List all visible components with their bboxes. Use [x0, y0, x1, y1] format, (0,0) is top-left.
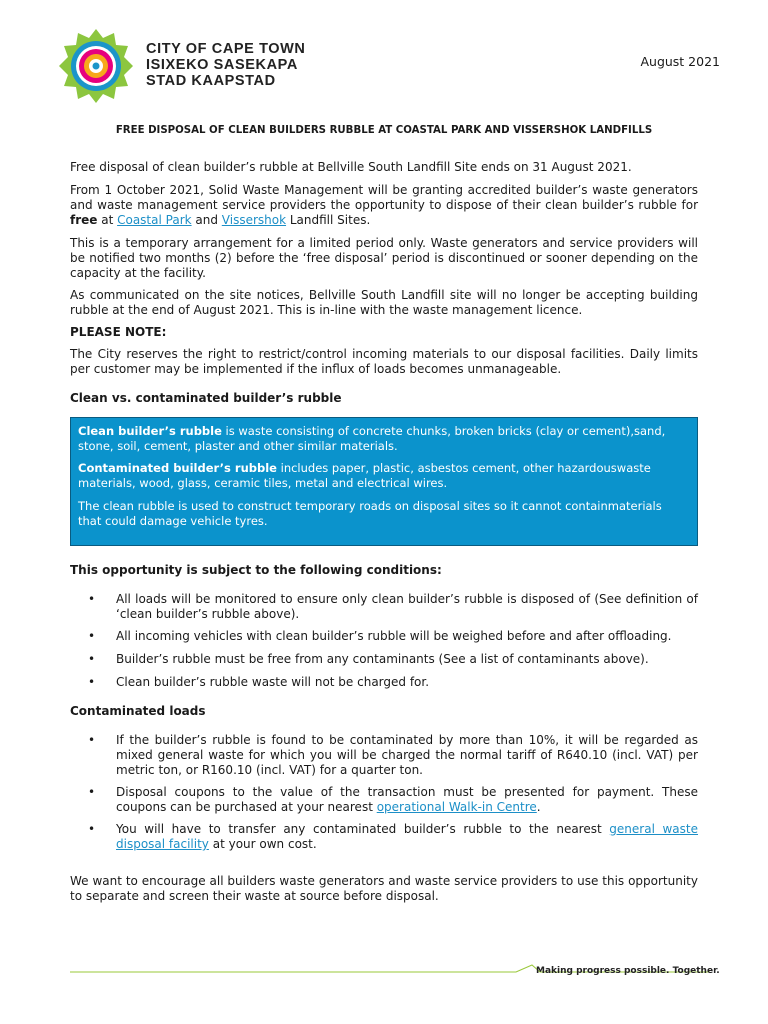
clean-rubble-definition [78, 424, 678, 453]
please-note-heading: PLEASE NOTE: [70, 325, 167, 339]
rubble-definition-box [70, 417, 698, 546]
general-waste-facility-link[interactable]: general waste disposal facility [116, 822, 699, 851]
coupon-text-end: . [536, 800, 541, 814]
logo-line-xhosa: ISIXEKO SASEKAPA [146, 57, 298, 73]
contaminated-rubble-definition [78, 461, 678, 490]
condition-text: All incoming vehicles with clean builder’s rubble will be weighed before and after offloading. [116, 629, 672, 643]
intro-p2-text: From 1 October 2021, Solid Waste Management will be granting accredited builder’s waste generators and waste management service providers the opportunity to dispose of their clean builder’s rubble for [70, 183, 698, 212]
condition-text: All loads will be monitored to ensure only clean builder’s rubble is disposed of (See definition of ‘clean builder’s rubble above). [116, 592, 698, 621]
clean-rubble-term: Clean builder’s rubble [78, 424, 222, 438]
logo-line-english: CITY OF CAPE TOWN [146, 41, 306, 57]
bullet-icon: • [88, 675, 96, 689]
logo-line-afrikaans: STAD KAAPSTAD [146, 73, 276, 89]
intro-paragraph-4: As communicated on the site notices, Bellville South Landfill site will no longer be accepting building rubble at the end of August 2021. This is in-line with the waste management licence. [70, 288, 698, 317]
condition-text: Clean builder’s rubble waste will not be charged for. [116, 675, 430, 689]
bullet-icon: • [88, 733, 96, 747]
intro-p2-bold: free [70, 213, 98, 227]
transfer-text: You will have to transfer any contaminated builder’s rubble to the nearest [116, 822, 610, 836]
city-logo-icon [58, 28, 134, 104]
contaminated-rubble-def: includes paper, plastic, asbestos cement, other hazardouswaste materials, wood, glass, ceramic tiles, metal and electrical wires. [78, 461, 651, 490]
document-date: August 2021 [640, 54, 720, 69]
please-note-text: The City reserves the right to restrict/control incoming materials to our disposal facilities. Daily limits per customer may be implemented if the influx of loads becomes unmanageable. [70, 347, 698, 376]
transfer-text-end: at your own cost. [208, 837, 317, 851]
bullet-icon: • [88, 785, 96, 799]
clean-rubble-def: is waste consisting of concrete chunks, broken bricks (clay or cement),sand, stone, soil, cement, plaster and other similar materials. [78, 424, 666, 453]
footer-tagline: Making progress possible. Together. [536, 966, 720, 976]
contaminated-text: If the builder’s rubble is found to be contaminated by more than 10%, it will be regarded as mixed general waste for which you will be charged the normal tariff of R640.10 (incl. VAT) per metric ton, or R160.10 (incl. VAT) for a quarter ton. [116, 733, 698, 777]
clean-rubble-use-note: The clean rubble is used to construct temporary roads on disposal sites so it cannot containmaterials that could damage vehicle tyres. [78, 499, 662, 528]
walk-in-centre-link[interactable]: operational Walk-in Centre [376, 800, 537, 814]
condition-text: Builder’s rubble must be free from any contaminants (See a list of contaminants above). [116, 652, 649, 666]
coastal-park-link[interactable]: Coastal Park [117, 213, 192, 227]
contaminated-text [116, 785, 698, 815]
bullet-icon: • [88, 822, 96, 836]
intro-paragraph-3: This is a temporary arrangement for a limited period only. Waste generators and service providers will be notified two months (2) before the ‘free disposal’ period is discontinued or sooner depending on the capacity at the facility. [70, 236, 698, 280]
closing-paragraph: We want to encourage all builders waste generators and waste service providers to use this opportunity to separate and screen their waste at source before disposal. [70, 874, 698, 903]
intro-p2-text-b: at [97, 213, 118, 227]
document-title: FREE DISPOSAL OF CLEAN BUILDERS RUBBLE AT COASTAL PARK AND VISSERSHOK LANDFILLS [115, 125, 653, 136]
intro-p2-text-c: and [191, 213, 222, 227]
bullet-icon: • [88, 629, 96, 643]
contaminated-rubble-term: Contaminated builder’s rubble [78, 461, 277, 475]
contaminated-loads-heading: Contaminated loads [70, 704, 206, 718]
contaminated-text [116, 822, 698, 852]
bullet-icon: • [88, 652, 96, 666]
comparison-heading: Clean vs. contaminated builder’s rubble [70, 391, 342, 405]
bullet-icon: • [88, 592, 96, 606]
intro-paragraph-1: Free disposal of clean builder’s rubble at Bellville South Landfill Site ends on 31 August 2021. [70, 160, 632, 174]
vissershok-link[interactable]: Vissershok [221, 213, 287, 227]
coupon-text: Disposal coupons to the value of the transaction must be presented for payment. These coupons can be purchased at your nearest [116, 785, 698, 814]
intro-p2-text-d: Landfill Sites. [286, 213, 371, 227]
city-logo-text [146, 41, 306, 89]
intro-paragraph-2 [70, 183, 698, 228]
conditions-heading: This opportunity is subject to the following conditions: [70, 563, 442, 577]
